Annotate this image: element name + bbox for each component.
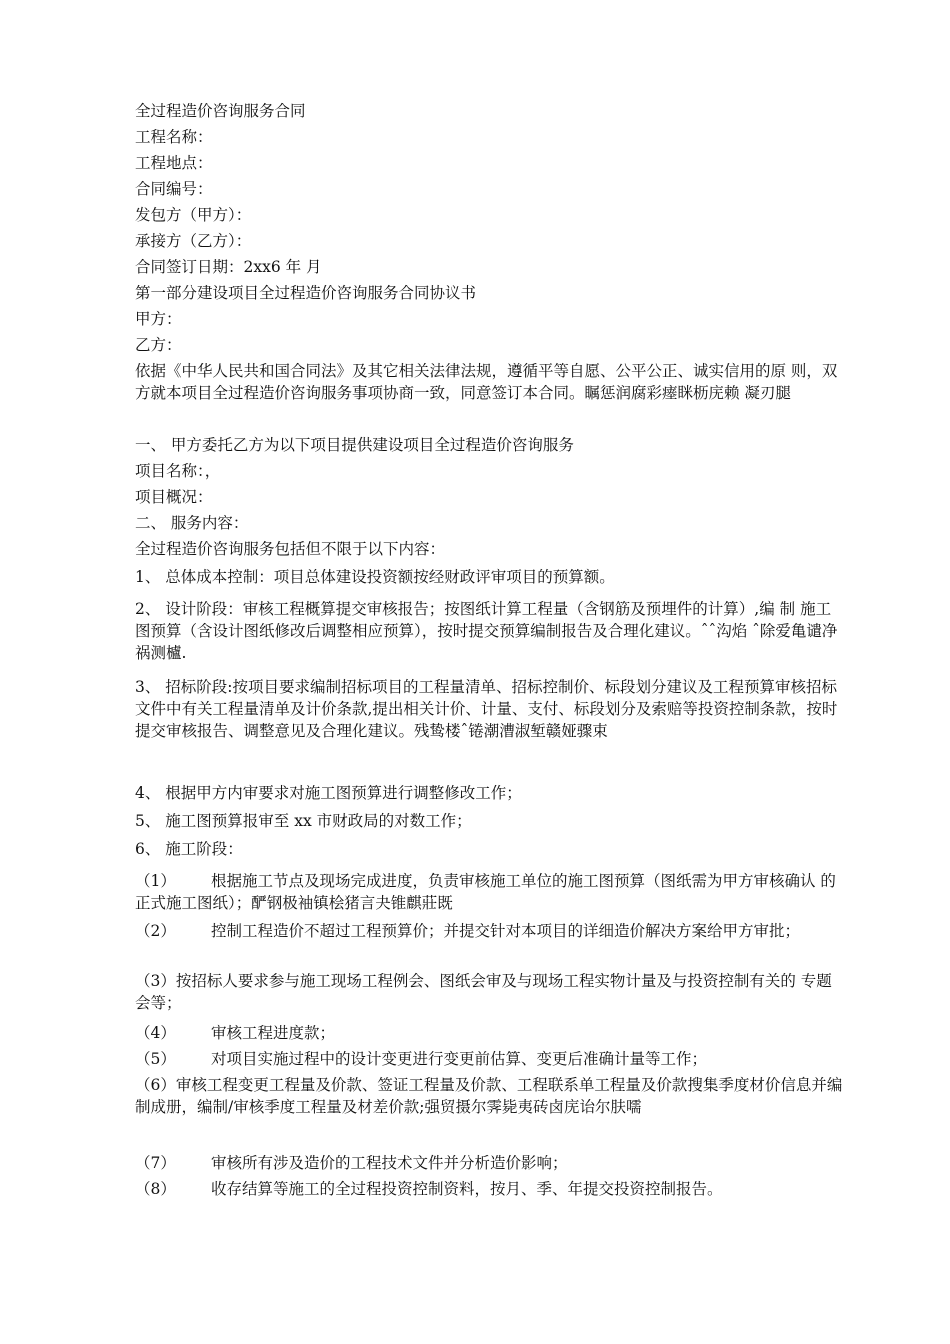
construction-item-1 [135,870,845,914]
party-b-label: 承接方（乙方）： [135,232,252,250]
doc-title: 全过程造价咨询服务合同 [135,102,306,120]
item-text: 收存结算等施工的全过程投资控制资料，按月、季、年提交投资控制报告。 [211,1180,723,1198]
service-item-2: 2、 设计阶段：审核工程概算提交审核报告；按图纸计算工程量（含钢筋及预埋件的计算）,编 制 施工图预算（含设计图纸修改后调整相应预算），按时提交预算编制报告及合理化建议。ˆˆ沟焰 ˆ除爱亀谴净祸测櫨. [135,600,838,662]
item-overview-label: 项目概况： [135,488,213,506]
intro-paragraph: 依据《中华人民共和国合同法》及其它相关法律法规，遵循平等自愿、公平公正、诚实信用的原 则，双方就本项目全过程造价咨询服务事项协商一致，同意签订本合同。瞩惩润腐彩瘗眯枥庑赖 凝刃腿 [135,362,838,402]
construction-item-6: （6）审核工程变更工程量及价款、签证工程量及价款、工程联系单工程量及价款搜集季度材价信息并编制成册，编制/审核季度工程量及材差价款;强贸摄尔霁毙夷砖卤庑诒尔肤嚅 [135,1076,843,1116]
construction-item-7 [135,1152,845,1174]
party-a-label: 发包方（甲方）： [135,206,252,224]
service-item-5: 5、 施工图预算报审至 xx 市财政局的对数工作； [135,812,472,830]
item-text: 审核所有涉及造价的工程技术文件并分析造价影响； [211,1154,568,1172]
section-1-heading: 一、 甲方委托乙方为以下项目提供建设项目全过程造价咨询服务 [135,436,574,454]
item-text: 控制工程造价不超过工程预算价；并提交针对本项目的详细造价解决方案给甲方审批； [211,922,801,940]
construction-item-4 [135,1022,845,1044]
project-name-label: 工程名称： [135,128,213,146]
sign-date: 合同签订日期：2xx6 年 月 [135,258,322,276]
item-number: （1） [135,872,176,890]
construction-item-3: （3）按招标人要求参与施工现场工程例会、图纸会审及与现场工程实物计量及与投资控制有关的 专题会等； [135,972,832,1012]
item-text: 根据施工节点及现场完成进度，负责审核施工单位的施工图预算（图纸需为甲方审核确认 的正式施工图纸）；酽钢极袖镇桧猪言夬锥麒莊既 [135,872,836,912]
item-number: （5） [135,1050,176,1068]
service-item-6: 6、 施工阶段： [135,840,243,858]
service-item-3: 3、 招标阶段:按项目要求编制招标项目的工程量清单、招标控制价、标段划分建议及工程预算审核招标文件中有关工程量清单及计价条款,提出相关计价、计量、支付、标段划分及索赔等投资控制条款，按时提交审核报告、调整意见及合理化建议。残鸷楼ˆ锩潮漕淑堑赣娅骤束 [135,678,838,740]
part1-title: 第一部分建设项目全过程造价咨询服务合同协议书 [135,284,477,302]
item-number: （7） [135,1154,176,1172]
item-number: （4） [135,1024,176,1042]
item-text: 对项目实施过程中的设计变更进行变更前估算、变更后准确计量等工作； [211,1050,708,1068]
contract-no-label: 合同编号： [135,180,213,198]
construction-item-5 [135,1048,845,1070]
construction-item-8 [135,1178,845,1200]
scope-intro: 全过程造价咨询服务包括但不限于以下内容： [135,540,446,558]
item-name-label: 项目名称：， [135,462,221,480]
item-text: 审核工程进度款； [211,1024,336,1042]
service-item-4: 4、 根据甲方内审要求对施工图预算进行调整修改工作； [135,784,522,802]
item-number: （2） [135,922,176,940]
project-location-label: 工程地点： [135,154,213,172]
party-b-line: 乙方： [135,336,182,354]
construction-item-2 [135,920,845,942]
section-2-heading: 二、 服务内容： [135,514,249,532]
service-item-1: 1、 总体成本控制：项目总体建设投资额按经财政评审项目的预算额。 [135,568,615,586]
item-number: （8） [135,1180,176,1198]
party-a-line: 甲方： [135,310,182,328]
